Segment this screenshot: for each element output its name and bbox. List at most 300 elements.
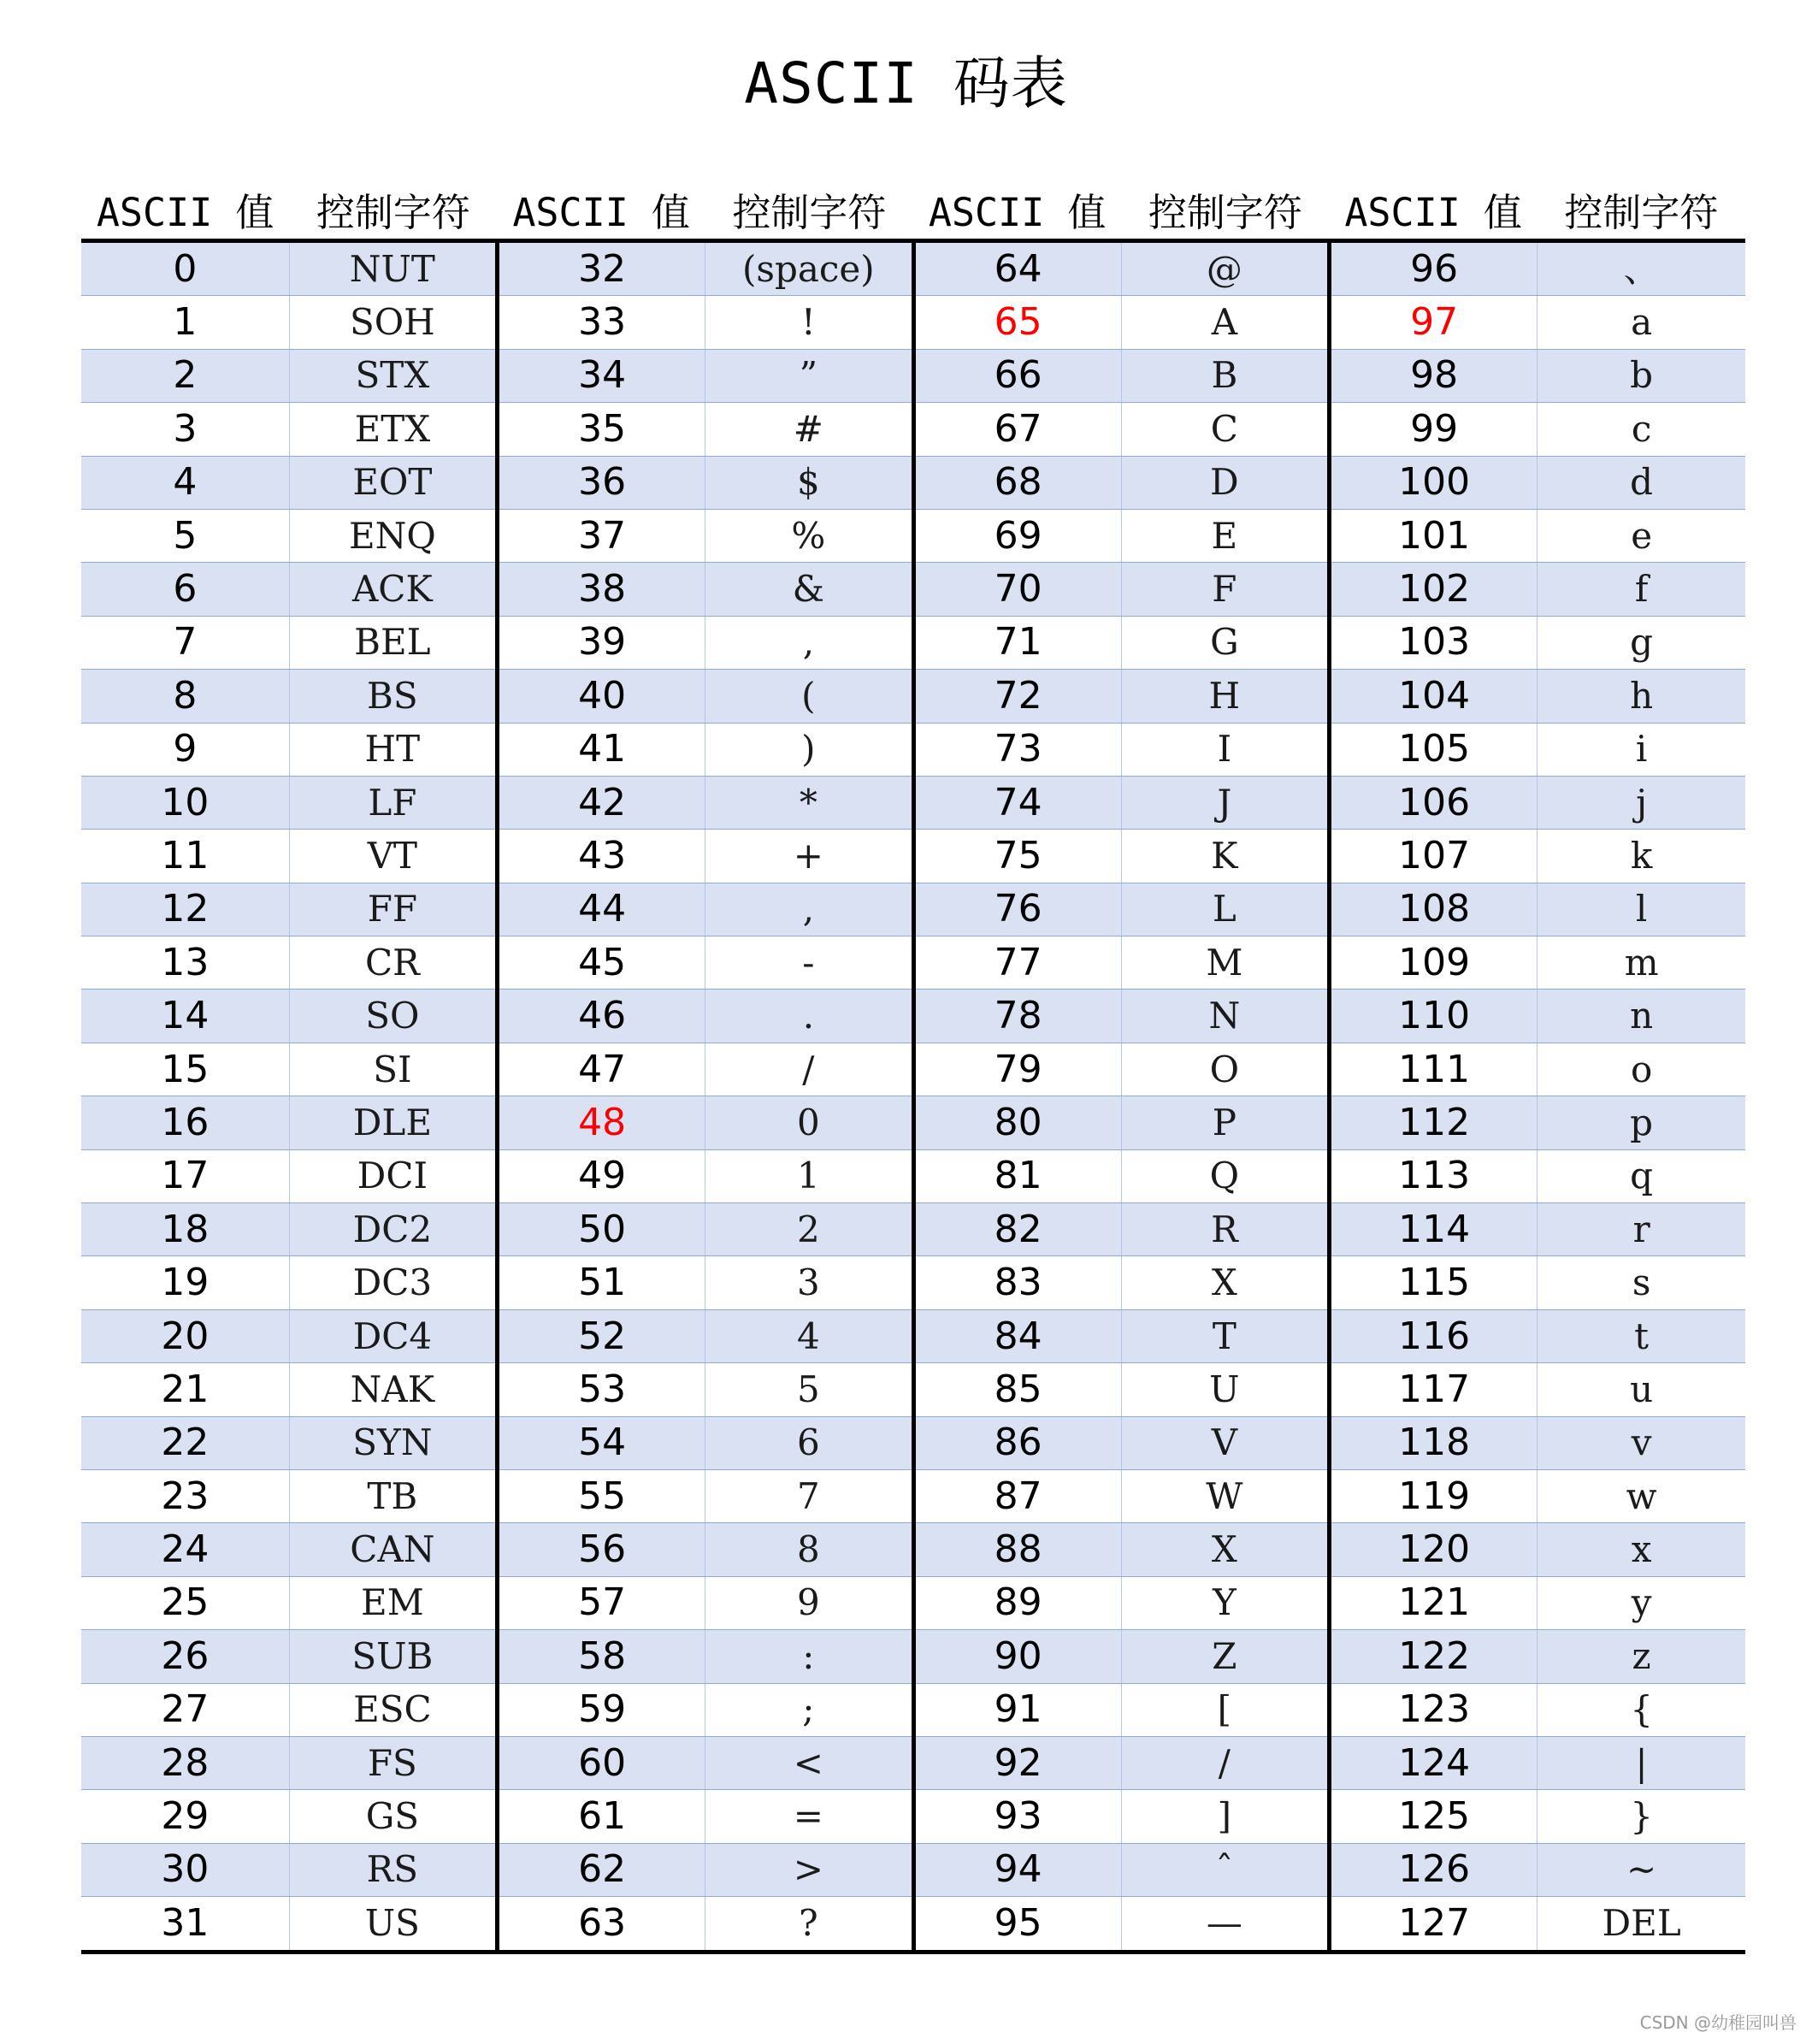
ascii-value-cell: 103 [1330,616,1538,669]
header-control-char-3: 控制字符 [1121,182,1329,241]
ascii-value-cell: 59 [498,1683,705,1736]
control-char-cell: f [1538,563,1745,616]
control-char-cell: D [1121,456,1329,509]
ascii-value-cell: 79 [913,1043,1121,1096]
ascii-value-cell: 37 [498,509,705,562]
control-char-cell: B [1121,349,1329,402]
ascii-value-cell: 61 [498,1790,705,1843]
ascii-value-cell: 62 [498,1843,705,1896]
ascii-value-cell: 40 [498,670,705,723]
ascii-value-cell: 10 [81,776,289,829]
ascii-value-cell: 23 [81,1469,289,1522]
control-char-cell: ” [705,349,913,402]
ascii-value-cell: 70 [913,563,1121,616]
table-row [81,1203,1745,1256]
ascii-value-cell: 64 [913,241,1121,296]
ascii-value-cell: 34 [498,349,705,402]
control-char-cell: h [1538,670,1745,723]
header-control-char-4: 控制字符 [1538,182,1745,241]
ascii-value-cell: 75 [913,830,1121,883]
control-char-cell: RS [289,1843,497,1896]
ascii-value-cell: 11 [81,830,289,883]
control-char-cell: Y [1121,1576,1329,1629]
ascii-value-cell: 118 [1330,1416,1538,1469]
ascii-value-cell: 89 [913,1576,1121,1629]
header-ascii-value-2: ASCII 值 [498,182,705,241]
control-char-cell: J [1121,776,1329,829]
control-char-cell: 9 [705,1576,913,1629]
table-row [81,456,1745,509]
control-char-cell: t [1538,1309,1745,1362]
control-char-cell: 0 [705,1096,913,1149]
control-char-cell: Q [1121,1149,1329,1202]
ascii-value-cell: 35 [498,403,705,456]
control-char-cell: P [1121,1096,1329,1149]
control-char-cell: L [1121,883,1329,936]
ascii-value-cell: 124 [1330,1736,1538,1789]
control-char-cell: — [1121,1897,1329,1952]
control-char-cell: o [1538,1043,1745,1096]
table-row [81,509,1745,562]
ascii-value-cell: 44 [498,883,705,936]
control-char-cell: SI [289,1043,497,1096]
control-char-cell: (space) [705,241,913,296]
table-row [81,1523,1745,1576]
ascii-value-cell: 12 [81,883,289,936]
control-char-cell: SO [289,990,497,1043]
ascii-value-cell: 83 [913,1256,1121,1309]
ascii-value-cell: 60 [498,1736,705,1789]
ascii-value-cell: 31 [81,1897,289,1952]
ascii-value-cell: 52 [498,1309,705,1362]
control-char-cell: = [705,1790,913,1843]
ascii-value-cell: 24 [81,1523,289,1576]
control-char-cell: A [1121,296,1329,349]
control-char-cell: x [1538,1523,1745,1576]
table-row [81,616,1745,669]
table-row [81,1416,1745,1469]
control-char-cell: W [1121,1469,1329,1522]
table-row [81,241,1745,296]
table-row [81,1256,1745,1309]
control-char-cell: n [1538,990,1745,1043]
control-char-cell: 8 [705,1523,913,1576]
ascii-value-cell: 94 [913,1843,1121,1896]
ascii-value-cell: 101 [1330,509,1538,562]
ascii-value-cell: 30 [81,1843,289,1896]
control-char-cell: - [705,936,913,990]
ascii-value-cell: 111 [1330,1043,1538,1096]
control-char-cell: N [1121,990,1329,1043]
control-char-cell: u [1538,1363,1745,1416]
table-row [81,563,1745,616]
ascii-value-cell: 73 [913,723,1121,776]
control-char-cell: , [705,616,913,669]
ascii-value-cell: 57 [498,1576,705,1629]
ascii-value-cell: 93 [913,1790,1121,1843]
ascii-value-cell: 41 [498,723,705,776]
ascii-value-cell: 33 [498,296,705,349]
ascii-value-cell: 54 [498,1416,705,1469]
ascii-value-cell: 7 [81,616,289,669]
ascii-value-cell: 39 [498,616,705,669]
control-char-cell: j [1538,776,1745,829]
control-char-cell: & [705,563,913,616]
ascii-value-cell: 32 [498,241,705,296]
control-char-cell: : [705,1630,913,1683]
table-row [81,1790,1745,1843]
ascii-value-cell: 38 [498,563,705,616]
ascii-value-cell: 78 [913,990,1121,1043]
control-char-cell: H [1121,670,1329,723]
watermark: CSDN @幼稚园叫兽 [1639,2012,1797,2033]
control-char-cell: > [705,1843,913,1896]
table-body [81,241,1745,1952]
control-char-cell: HT [289,723,497,776]
ascii-value-cell: 115 [1330,1256,1538,1309]
control-char-cell: 2 [705,1203,913,1256]
ascii-value-cell: 55 [498,1469,705,1522]
control-char-cell: z [1538,1630,1745,1683]
ascii-value-cell: 20 [81,1309,289,1362]
control-char-cell: 6 [705,1416,913,1469]
control-char-cell: E [1121,509,1329,562]
ascii-value-cell: 122 [1330,1630,1538,1683]
table-row [81,1736,1745,1789]
ascii-value-cell: 127 [1330,1897,1538,1952]
ascii-value-cell: 74 [913,776,1121,829]
ascii-value-cell: 110 [1330,990,1538,1043]
table-row [81,1096,1745,1149]
ascii-value-cell: 3 [81,403,289,456]
control-char-cell: / [1121,1736,1329,1789]
control-char-cell: i [1538,723,1745,776]
control-char-cell: F [1121,563,1329,616]
ascii-value-cell: 58 [498,1630,705,1683]
ascii-value-cell: 6 [81,563,289,616]
ascii-value-cell: 125 [1330,1790,1538,1843]
ascii-value-cell: 0 [81,241,289,296]
control-char-cell: TB [289,1469,497,1522]
ascii-value-cell: 56 [498,1523,705,1576]
ascii-value-cell: 77 [913,936,1121,990]
ascii-value-cell: 67 [913,403,1121,456]
control-char-cell: + [705,830,913,883]
control-char-cell: { [1538,1683,1745,1736]
ascii-value-cell: 102 [1330,563,1538,616]
control-char-cell: STX [289,349,497,402]
control-char-cell: * [705,776,913,829]
ascii-value-cell: 99 [1330,403,1538,456]
ascii-value-cell: 80 [913,1096,1121,1149]
control-char-cell: SOH [289,296,497,349]
control-char-cell: v [1538,1416,1745,1469]
control-char-cell: ˆ [1121,1843,1329,1896]
table-row [81,1149,1745,1202]
ascii-value-cell: 112 [1330,1096,1538,1149]
control-char-cell: SYN [289,1416,497,1469]
control-char-cell: , [705,883,913,936]
control-char-cell: DLE [289,1096,497,1149]
control-char-cell: ? [705,1897,913,1952]
ascii-value-cell: 69 [913,509,1121,562]
control-char-cell: < [705,1736,913,1789]
control-char-cell: T [1121,1309,1329,1362]
control-char-cell: X [1121,1256,1329,1309]
table-row [81,1363,1745,1416]
control-char-cell: LF [289,776,497,829]
control-char-cell: l [1538,883,1745,936]
control-char-cell: } [1538,1790,1745,1843]
ascii-value-cell: 13 [81,936,289,990]
control-char-cell: ~ [1538,1843,1745,1896]
ascii-value-cell: 18 [81,1203,289,1256]
ascii-value-cell: 51 [498,1256,705,1309]
ascii-value-cell: 50 [498,1203,705,1256]
ascii-value-cell: 96 [1330,241,1538,296]
ascii-value-cell: 46 [498,990,705,1043]
ascii-value-cell: 26 [81,1630,289,1683]
table-row [81,1897,1745,1952]
ascii-value-cell: 114 [1330,1203,1538,1256]
control-char-cell: [ [1121,1683,1329,1736]
control-char-cell: VT [289,830,497,883]
ascii-value-cell: 105 [1330,723,1538,776]
control-char-cell: 、 [1538,241,1745,296]
header-ascii-value-4: ASCII 值 [1330,182,1538,241]
ascii-value-cell: 88 [913,1523,1121,1576]
control-char-cell: / [705,1043,913,1096]
control-char-cell: 7 [705,1469,913,1522]
ascii-value-cell: 28 [81,1736,289,1789]
control-char-cell: M [1121,936,1329,990]
control-char-cell: ENQ [289,509,497,562]
header-ascii-value-3: ASCII 值 [913,182,1121,241]
ascii-value-cell: 95 [913,1897,1121,1952]
control-char-cell: ; [705,1683,913,1736]
ascii-value-cell: 100 [1330,456,1538,509]
ascii-value-cell: 5 [81,509,289,562]
control-char-cell: CAN [289,1523,497,1576]
ascii-value-cell: 53 [498,1363,705,1416]
ascii-value-cell: 1 [81,296,289,349]
ascii-value-cell: 104 [1330,670,1538,723]
table-row [81,1043,1745,1096]
table-row [81,830,1745,883]
ascii-value-cell: 107 [1330,830,1538,883]
control-char-cell: ) [705,723,913,776]
table-row [81,936,1745,990]
control-char-cell: c [1538,403,1745,456]
table-row [81,296,1745,349]
control-char-cell: DEL [1538,1897,1745,1952]
ascii-value-cell: 16 [81,1096,289,1149]
ascii-value-cell: 42 [498,776,705,829]
ascii-value-cell: 117 [1330,1363,1538,1416]
ascii-value-cell: 86 [913,1416,1121,1469]
ascii-value-cell: 87 [913,1469,1121,1522]
table-row [81,349,1745,402]
ascii-value-cell: 108 [1330,883,1538,936]
control-char-cell: k [1538,830,1745,883]
ascii-value-cell: 63 [498,1897,705,1952]
ascii-value-cell: 91 [913,1683,1121,1736]
ascii-value-cell: 113 [1330,1149,1538,1202]
ascii-value-cell: 27 [81,1683,289,1736]
ascii-value-cell: 65 [913,296,1121,349]
ascii-value-cell: 116 [1330,1309,1538,1362]
ascii-value-cell: 36 [498,456,705,509]
control-char-cell: ACK [289,563,497,616]
control-char-cell: K [1121,830,1329,883]
control-char-cell: 5 [705,1363,913,1416]
control-char-cell: BEL [289,616,497,669]
table-row [81,990,1745,1043]
ascii-value-cell: 49 [498,1149,705,1202]
control-char-cell: O [1121,1043,1329,1096]
control-char-cell: NUT [289,241,497,296]
control-char-cell: y [1538,1576,1745,1629]
ascii-value-cell: 22 [81,1416,289,1469]
control-char-cell: CR [289,936,497,990]
header-row [81,182,1745,241]
control-char-cell: $ [705,456,913,509]
control-char-cell: w [1538,1469,1745,1522]
header-control-char-2: 控制字符 [705,182,913,241]
ascii-value-cell: 92 [913,1736,1121,1789]
table-header [81,182,1745,241]
ascii-value-cell: 66 [913,349,1121,402]
ascii-value-cell: 120 [1330,1523,1538,1576]
table-row [81,670,1745,723]
control-char-cell: DC2 [289,1203,497,1256]
ascii-value-cell: 121 [1330,1576,1538,1629]
ascii-value-cell: 123 [1330,1683,1538,1736]
page-title: ASCII 码表 [744,50,1068,116]
ascii-value-cell: 9 [81,723,289,776]
control-char-cell: X [1121,1523,1329,1576]
ascii-value-cell: 109 [1330,936,1538,990]
ascii-value-cell: 82 [913,1203,1121,1256]
control-char-cell: ] [1121,1790,1329,1843]
ascii-value-cell: 45 [498,936,705,990]
control-char-cell: ESC [289,1683,497,1736]
control-char-cell: EM [289,1576,497,1629]
ascii-table [81,182,1745,1954]
table-row [81,723,1745,776]
control-char-cell: # [705,403,913,456]
ascii-value-cell: 76 [913,883,1121,936]
ascii-value-cell: 48 [498,1096,705,1149]
control-char-cell: . [705,990,913,1043]
table-row [81,1843,1745,1896]
ascii-value-cell: 25 [81,1576,289,1629]
control-char-cell: DCI [289,1149,497,1202]
ascii-value-cell: 84 [913,1309,1121,1362]
table-row [81,883,1745,936]
control-char-cell: m [1538,936,1745,990]
ascii-value-cell: 21 [81,1363,289,1416]
ascii-value-cell: 47 [498,1043,705,1096]
ascii-value-cell: 4 [81,456,289,509]
control-char-cell: 3 [705,1256,913,1309]
table-row [81,1309,1745,1362]
control-char-cell: d [1538,456,1745,509]
control-char-cell: FF [289,883,497,936]
ascii-value-cell: 15 [81,1043,289,1096]
control-char-cell: GS [289,1790,497,1843]
ascii-value-cell: 29 [81,1790,289,1843]
ascii-value-cell: 17 [81,1149,289,1202]
control-char-cell: g [1538,616,1745,669]
control-char-cell: a [1538,296,1745,349]
table-row [81,1469,1745,1522]
control-char-cell: DC4 [289,1309,497,1362]
control-char-cell: b [1538,349,1745,402]
ascii-value-cell: 71 [913,616,1121,669]
table-row [81,1630,1745,1683]
control-char-cell: US [289,1897,497,1952]
control-char-cell: @ [1121,241,1329,296]
control-char-cell: DC3 [289,1256,497,1309]
ascii-value-cell: 85 [913,1363,1121,1416]
ascii-value-cell: 97 [1330,296,1538,349]
control-char-cell: SUB [289,1630,497,1683]
control-char-cell: ! [705,296,913,349]
table-row [81,1683,1745,1736]
control-char-cell: V [1121,1416,1329,1469]
control-char-cell: EOT [289,456,497,509]
ascii-value-cell: 2 [81,349,289,402]
control-char-cell: e [1538,509,1745,562]
control-char-cell: G [1121,616,1329,669]
control-char-cell: C [1121,403,1329,456]
control-char-cell: Z [1121,1630,1329,1683]
control-char-cell: % [705,509,913,562]
control-char-cell: 4 [705,1309,913,1362]
control-char-cell: U [1121,1363,1329,1416]
ascii-value-cell: 106 [1330,776,1538,829]
control-char-cell: | [1538,1736,1745,1789]
control-char-cell: FS [289,1736,497,1789]
ascii-value-cell: 19 [81,1256,289,1309]
control-char-cell: BS [289,670,497,723]
ascii-value-cell: 43 [498,830,705,883]
control-char-cell: r [1538,1203,1745,1256]
ascii-value-cell: 126 [1330,1843,1538,1896]
control-char-cell: ETX [289,403,497,456]
ascii-value-cell: 98 [1330,349,1538,402]
control-char-cell: I [1121,723,1329,776]
header-control-char-1: 控制字符 [289,182,497,241]
control-char-cell: p [1538,1096,1745,1149]
control-char-cell: NAK [289,1363,497,1416]
control-char-cell: 1 [705,1149,913,1202]
control-char-cell: s [1538,1256,1745,1309]
table-row [81,1576,1745,1629]
header-ascii-value-1: ASCII 值 [81,182,289,241]
control-char-cell: ( [705,670,913,723]
control-char-cell: q [1538,1149,1745,1202]
ascii-value-cell: 72 [913,670,1121,723]
ascii-value-cell: 14 [81,990,289,1043]
control-char-cell: R [1121,1203,1329,1256]
table-row [81,776,1745,829]
table-row [81,403,1745,456]
ascii-value-cell: 90 [913,1630,1121,1683]
ascii-value-cell: 119 [1330,1469,1538,1522]
ascii-value-cell: 68 [913,456,1121,509]
